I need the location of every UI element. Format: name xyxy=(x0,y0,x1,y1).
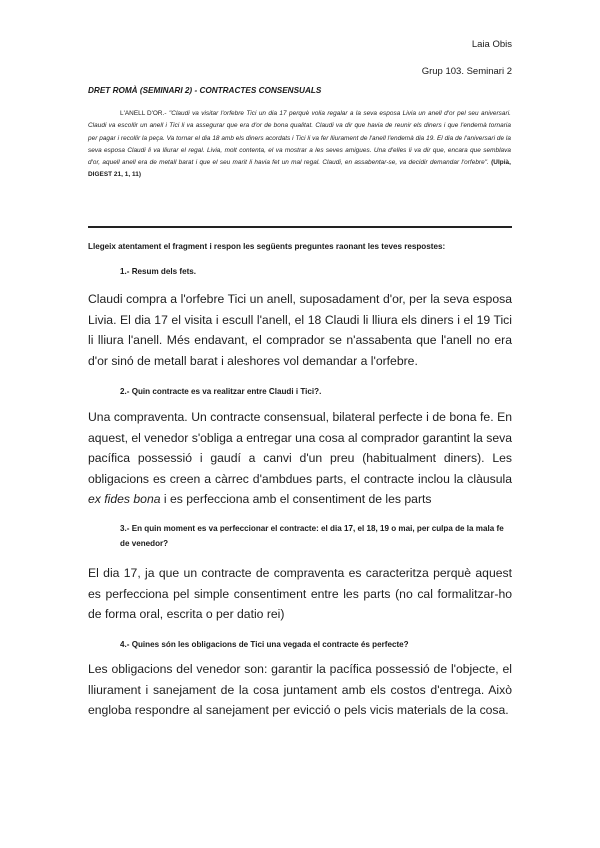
fragment-text: "Claudi va visitar l'orfebre Tici un dia 17 perquè volia regalar a la seva esposa Livia un anell d'or pel seu aniversari. Claudi va escollir un anell i Tici li va assegurar que era d'or de bona qualitat. Claudi va dir que havia de reunir els diners i que l'endemà tornaria per pagar i recollir la peça. Va tornar el dia 18 amb els diners acordats i Tici li va fer lliurament de l'anell l'endemà dia 19. El dia de l'aniversari de la seva esposa Claudi li va lliurar el regal. Livia, molt contenta, el va mostrar a les seves amigues. Una d'elles li va dir que, encara que semblava d'or, aquell anell era de metall barat i que el seu marit li havia fet un mal regal. Claudi, en assabentar-se, va decidir demandar l'orfebre". xyxy=(88,110,512,167)
fragment-citation: (Ulpià, DIGEST 21, 1, 11) xyxy=(88,159,511,179)
group-label: Grup 103. Seminari 2 xyxy=(421,66,512,77)
answer-4: Les obligacions del venedor son: garantir la pacífica possessió de l'objecte, el lliurament i sanejament de la cosa juntament amb els costos d'entrega. Això engloba respondre al sanejament per evicció o pels vicis materials de la cosa. xyxy=(88,662,512,717)
author-name: Laia Obis xyxy=(471,39,512,50)
question-2: 2.- Quin contracte es va realitzar entre Claudi i Tici?. xyxy=(120,387,322,396)
fragment-lead: L'ANELL D'OR.- xyxy=(120,110,167,117)
source-fragment xyxy=(88,108,511,182)
question-1: 1.- Resum dels fets. xyxy=(120,267,197,276)
question-4: 4.- Quines són les obligacions de Tici una vegada el contracte és perfecte? xyxy=(120,640,409,649)
instructions: Llegeix atentament el fragment i respon les següents preguntes raonant les teves respostes: xyxy=(88,242,446,251)
answer-2-clause: ex fides bona xyxy=(88,492,161,506)
question-3: 3.- En quin moment es va perfeccionar el contracte: el dia 17, el 18, 19 o mai, per culpa de la mala fe de venedor? xyxy=(120,524,504,548)
answer-2-text-end: i es perfecciona amb el consentiment de les parts xyxy=(163,492,432,506)
section-divider xyxy=(88,226,512,228)
document-title: DRET ROMÀ (SEMINARI 2) - CONTRACTES CONSENSUALS xyxy=(88,86,322,95)
answer-3: El dia 17, ja que un contracte de compraventa es caracteritza perquè aquest es perfecciona pel simple consentiment entre les parts (no cal formalitzar-ho de forma oral, escrita o per datio rei) xyxy=(88,566,512,621)
answer-1: Claudi compra a l'orfebre Tici un anell, suposadament d'or, per la seva esposa Livia. El dia 17 el visita i escull l'anell, el 18 Claudi li lliura els diners i el 19 Tici li lliura l'anell. Més endavant, el comprador se n'assabenta que l'anell no era d'or sinó de metall barat i aleshores vol demandar a l'orfebre. xyxy=(88,292,512,368)
answer-2 xyxy=(88,407,512,510)
answer-2-text: Una compraventa. Un contracte consensual, bilateral perfecte i de bona fe. En aquest, el venedor s'obliga a entregar una cosa al comprador garantint la seva pacífica possessió i gaudí a canvi d'un preu (habitualment diners). Les obligacions es creen a càrrec d'ambdues parts, el contracte inclou la clàusula xyxy=(88,410,512,486)
